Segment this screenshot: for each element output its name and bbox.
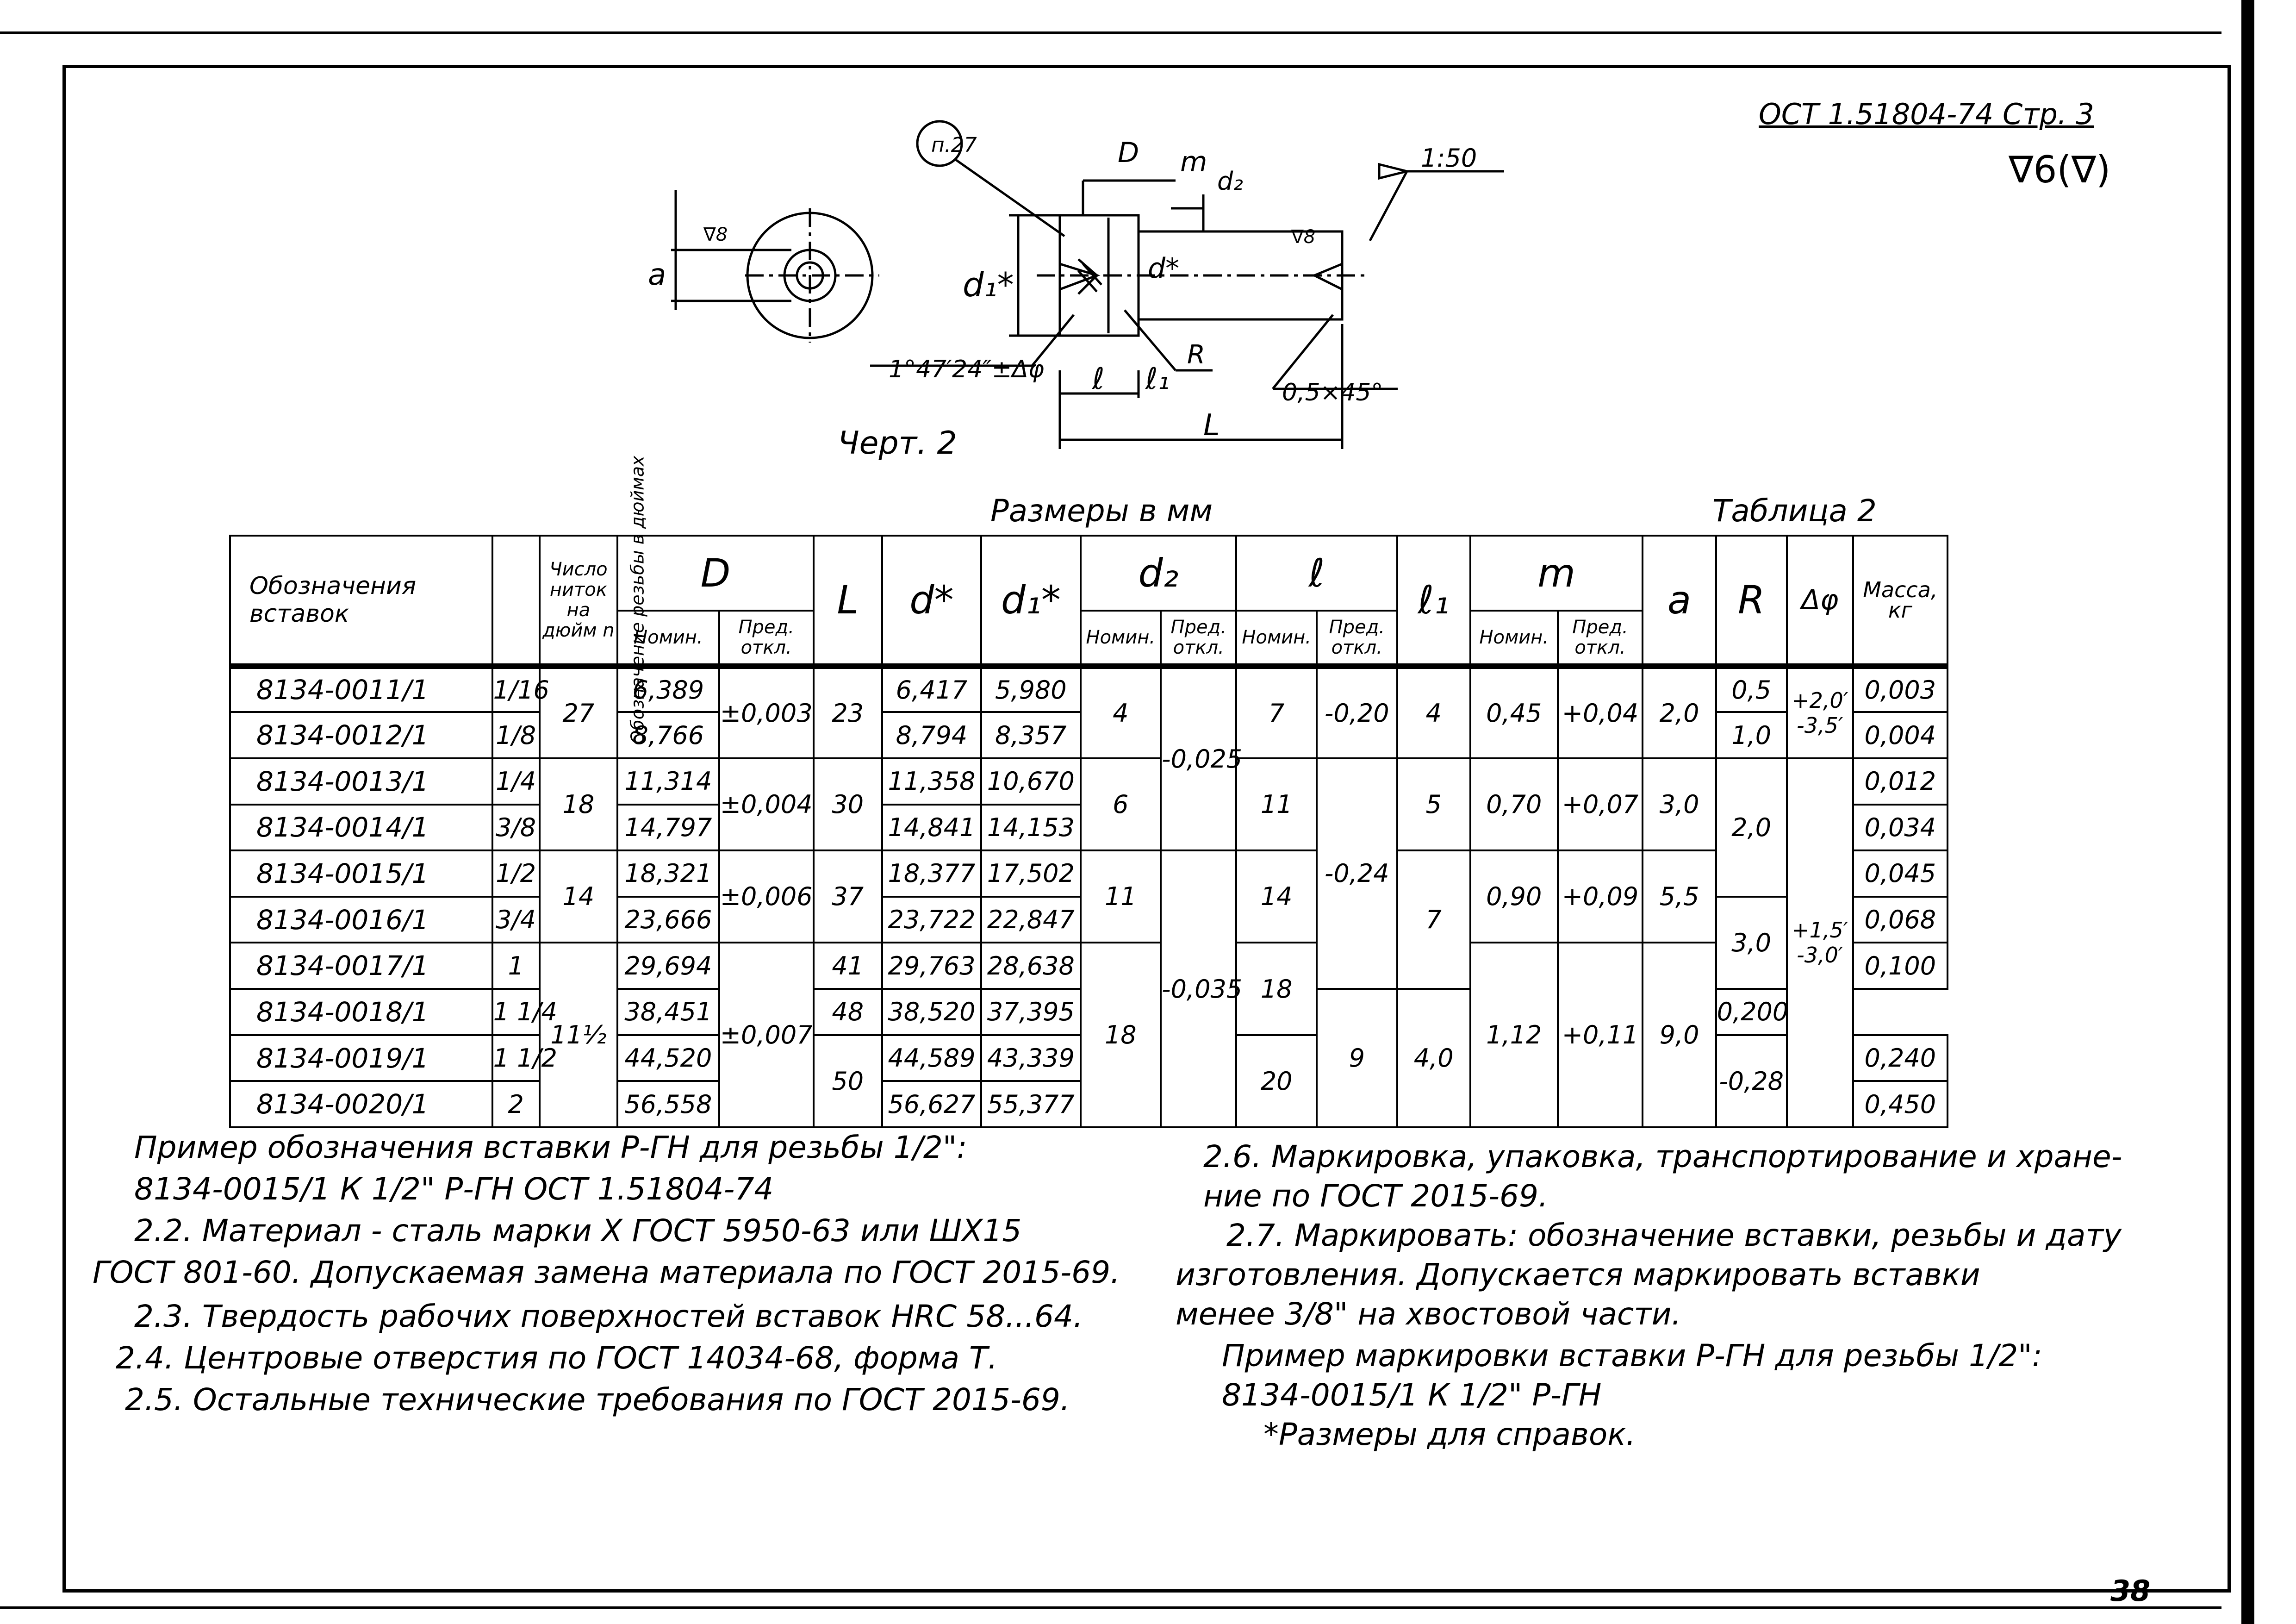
header-d1: d₁* [981,536,1080,666]
dim-L: L [1203,408,1220,443]
cell-mass: 0,068 [1853,897,1948,943]
cell-d2: 18 [1081,943,1161,1127]
table-row-designation: 8134-0013/1 [230,758,492,805]
cell-d: 18,377 [882,850,981,897]
cell-d2: 6 [1081,758,1161,850]
cell-l-dev: -0,24 [1317,758,1397,989]
note-left-3: 2.2. Материал - сталь марки Х ГОСТ 5950-63 или ШХ15 [134,1213,1022,1249]
cell-d1: 5,980 [981,666,1080,712]
dim-d1: d₁* [963,265,1014,304]
cell-d2-dev: -0,035 [1161,850,1236,1127]
header-d: d* [882,536,981,666]
cell-a: 3,0 [1643,758,1716,850]
cell-D-nom: 14,797 [617,805,719,851]
cell-thread: 1/4 [492,758,540,805]
cell-R: 0,5 [1716,666,1787,712]
cell-m: 0,90 [1470,850,1558,943]
cell-l1: 5 [1397,758,1470,850]
header-l: ℓ [1236,536,1397,611]
cell-mass: 0,240 [1853,1035,1948,1081]
cell-m-dev: +0,09 [1558,850,1643,943]
header-m: m [1470,536,1643,611]
note-right-6: Пример маркировки вставки Р-ГН для резьбы 1/2": [1222,1338,2042,1374]
cell-thread: 2 [492,1081,540,1127]
cell-D-dev: ±0,003 [719,666,814,758]
table-title: Таблица 2 [1712,493,1877,529]
cell-mass: 0,045 [1853,850,1948,897]
cell-thread: 1/2 [492,850,540,897]
table-row-designation: 8134-0012/1 [230,712,492,758]
note-right-8: *Размеры для справок. [1263,1417,1636,1452]
cell-R: 3,0 [1716,897,1787,989]
header-d2-dev: Пред. откл. [1161,611,1236,666]
chamfer-label: 0,5×45° [1282,379,1383,406]
cell-l-dev: -0,20 [1317,666,1397,758]
note-right-3: 2.7. Маркировать: обозначение вставки, резьбы и дату [1226,1218,2122,1253]
table-row-designation: 8134-0017/1 [230,943,492,989]
cell-mass: 0,450 [1853,1081,1948,1127]
header-mass: Масса, кг [1853,536,1948,666]
dim-m: m [1180,146,1207,178]
cell-m-dev: +0,04 [1558,666,1643,758]
cell-n: 14 [540,850,617,943]
header-l1: ℓ₁ [1397,536,1470,666]
note-right-1: 2.6. Маркировка, упаковка, транспортирование и хране- [1203,1139,2122,1174]
cell-L: 23 [814,666,882,758]
angle-label: 1°47′24″±Δφ [889,356,1045,383]
cell-d: 6,417 [882,666,981,712]
cell-D-nom: 23,666 [617,897,719,943]
header-D-dev: Пред. откл. [719,611,814,666]
header-a: a [1643,536,1716,666]
page-number: 38 [2110,1574,2151,1608]
roughness-symbol: ∇6(∇) [2009,148,2111,191]
cell-d2: 4 [1081,666,1161,758]
note-right-2: ние по ГОСТ 2015-69. [1203,1178,1548,1214]
cell-d1: 22,847 [981,897,1080,943]
cell-d2: 11 [1081,850,1161,943]
cell-m: 0,70 [1470,758,1558,850]
note-left-5: 2.3. Твердость рабочих поверхностей вставок HRC 58...64. [134,1299,1083,1334]
cell-l: 11 [1236,758,1317,850]
cell-mass: 0,100 [1853,943,1948,989]
cell-a: 9,0 [1643,943,1716,1127]
top-rule [0,31,2221,34]
cell-thread: 3/8 [492,805,540,851]
header-threads-per-inch: Число ниток на дюйм n [540,536,617,666]
note-right-7: 8134-0015/1 К 1/2" Р-ГН [1222,1377,1602,1413]
cell-mass: 0,004 [1853,712,1948,758]
taper-label: 1:50 [1421,144,1477,173]
cell-D-nom: 38,451 [617,989,719,1035]
dim-l: ℓ [1092,362,1105,396]
table-row-designation: 8134-0019/1 [230,1035,492,1081]
cell-D-nom: 8,766 [617,712,719,758]
note-left-4: ГОСТ 801-60. Допускаемая замена материала по ГОСТ 2015-69. [93,1255,1120,1290]
header-L: L [814,536,882,666]
cell-l: 7 [1236,666,1317,758]
cell-l: 18 [1236,943,1317,1035]
cell-L: 41 [814,943,882,989]
table-row-designation: 8134-0014/1 [230,805,492,851]
note-left-1: Пример обозначения вставки Р-ГН для резьбы 1/2": [134,1130,967,1165]
header-m-nom: Номин. [1470,611,1558,666]
cell-l1: 7 [1397,850,1470,989]
cell-d1: 28,638 [981,943,1080,989]
cell-m-dev: +0,11 [1558,943,1643,1127]
cell-n: 27 [540,666,617,758]
cell-L: 50 [814,1035,882,1127]
cell-l1: 9 [1317,989,1397,1127]
cell-l-dev: -0,28 [1716,1035,1787,1127]
dim-l1: ℓ₁ [1145,362,1170,396]
cell-n: 18 [540,758,617,850]
cell-l: 14 [1236,850,1317,943]
bottom-rule [0,1606,2221,1609]
note-left-2: 8134-0015/1 К 1/2" Р-ГН ОСТ 1.51804-74 [134,1171,774,1207]
cell-L: 37 [814,850,882,943]
cell-d: 11,358 [882,758,981,805]
header-m-dev: Пред. откл. [1558,611,1643,666]
roughness-mark: ∇8 [703,224,728,245]
cell-dphi: +2,0′ -3,5′ [1787,666,1853,758]
note-right-5: менее 3/8" на хвостовой части. [1176,1296,1681,1332]
cell-m: 1,12 [1470,943,1558,1127]
cell-d: 23,722 [882,897,981,943]
cell-d: 44,589 [882,1035,981,1081]
cell-thread: 1 [492,943,540,989]
cell-mass: 0,034 [1853,805,1948,851]
cell-D-nom: 18,321 [617,850,719,897]
header-d2: d₂ [1081,536,1237,611]
cell-d: 29,763 [882,943,981,989]
header-D: D [617,536,814,611]
scan-edge [2241,0,2254,1624]
table-row-designation: 8134-0020/1 [230,1081,492,1127]
cell-R: 2,0 [1716,758,1787,897]
cell-d1: 55,377 [981,1081,1080,1127]
drawing-caption: Черт. 2 [838,425,957,462]
cell-d1: 10,670 [981,758,1080,805]
cell-D-nom: 56,558 [617,1081,719,1127]
callout-label: п.27 [931,133,977,157]
table-row-designation: 8134-0011/1 [230,666,492,712]
note-left-7: 2.5. Остальные технические требования по ГОСТ 2015-69. [125,1382,1070,1418]
header-d2-nom: Номин. [1081,611,1161,666]
cell-mass: 0,012 [1853,758,1948,805]
note-left-6: 2.4. Центровые отверстия по ГОСТ 14034-68, форма Т. [116,1340,998,1376]
note-right-4: изготовления. Допускается маркировать вставки [1176,1257,1980,1293]
cell-thread: 1/16 [492,666,540,712]
document-code: ОСТ 1.51804-74 Стр. 3 [1759,97,2094,131]
cell-d1: 17,502 [981,850,1080,897]
cell-L: 30 [814,758,882,850]
roughness-mark-2: ∇8 [1291,226,1316,248]
header-thread: Обозначение резьбы в дюймах [627,456,648,744]
cell-d1: 43,339 [981,1035,1080,1081]
header-l-nom: Номин. [1236,611,1317,666]
header-R: R [1716,536,1787,666]
cell-thread: 3/4 [492,897,540,943]
dim-d2: d₂ [1217,167,1243,196]
units-title: Размеры в мм [990,493,1213,529]
cell-R: 1,0 [1716,712,1787,758]
cell-m: 0,45 [1470,666,1558,758]
dim-D: D [1118,137,1139,169]
header-D-nom: Номин. [617,611,719,666]
table-row-designation: 8134-0018/1 [230,989,492,1035]
cell-D-nom: 6,389 [617,666,719,712]
cell-D-nom: 29,694 [617,943,719,989]
cell-L: 48 [814,989,882,1035]
cell-mass: 0,003 [1853,666,1948,712]
cell-d: 38,520 [882,989,981,1035]
cell-a: 5,5 [1643,850,1716,943]
cell-D-dev: ±0,007 [719,943,814,1127]
cell-thread: 1/8 [492,712,540,758]
dim-a: a [648,258,666,292]
cell-D-dev: ±0,004 [719,758,814,850]
cell-thread: 1 1/4 [492,989,540,1035]
header-l-dev: Пред. откл. [1317,611,1397,666]
cell-D-nom: 44,520 [617,1035,719,1081]
dim-d: d* [1148,252,1180,285]
cell-D-nom: 11,314 [617,758,719,805]
cell-d: 14,841 [882,805,981,851]
cell-d: 8,794 [882,712,981,758]
header-designation: Обозначения вставок [230,536,492,666]
cell-d1: 14,153 [981,805,1080,851]
cell-mass: 0,200 [1716,989,1787,1035]
cell-d1: 37,395 [981,989,1080,1035]
cell-m-dev: +0,07 [1558,758,1643,850]
cell-d2-dev: -0,025 [1161,666,1236,851]
cell-l: 20 [1236,1035,1317,1127]
cell-l1: 4 [1397,666,1470,758]
cell-d1: 8,357 [981,712,1080,758]
cell-thread: 1 1/2 [492,1035,540,1081]
cell-dphi: +1,5′ -3,0′ [1787,758,1853,1127]
cell-D-dev: ±0,006 [719,850,814,943]
cell-d: 56,627 [882,1081,981,1127]
table-row-designation: 8134-0015/1 [230,850,492,897]
part-drawing [602,111,1527,491]
cell-R: 4,0 [1397,989,1470,1127]
header-dphi: Δφ [1787,536,1853,666]
table-row-designation: 8134-0016/1 [230,897,492,943]
dim-R: R [1187,340,1205,370]
cell-n: 11½ [540,943,617,1127]
cell-a: 2,0 [1643,666,1716,758]
